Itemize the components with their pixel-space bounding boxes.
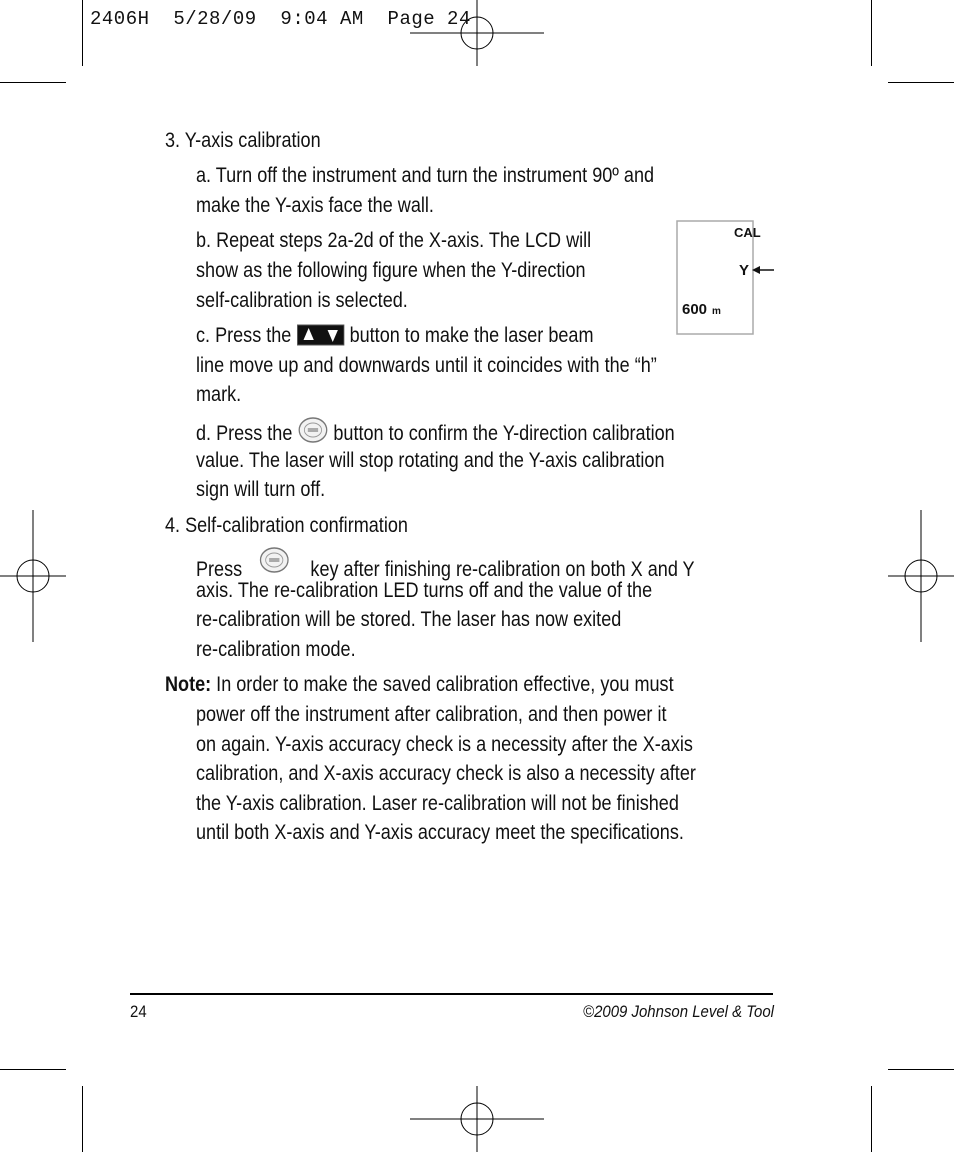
lcd-axis-label: Y: [739, 262, 750, 279]
section-3-heading: 3. Y-axis calibration: [165, 129, 321, 152]
note-line-6: until both X-axis and Y-axis accuracy meet the specifications.: [196, 821, 684, 844]
section-4-press: Press: [196, 558, 243, 581]
step-3d-text-pre: d. Press the: [196, 422, 293, 445]
registration-mark-right: [888, 510, 954, 642]
printer-slug: 2406H 5/28/09 9:04 AM Page 24: [90, 8, 471, 30]
note-line-4: calibration, and X-axis accuracy check is also a necessity after: [196, 762, 696, 785]
step-3c-text-post: button to make the laser beam: [344, 324, 594, 347]
step-3d-text-post: button to confirm the Y-direction calibration: [333, 422, 675, 445]
note-line-2: power off the instrument after calibration, and then power it: [196, 703, 667, 726]
section-4-line-1-post: key after finishing re-calibration on both X and Y: [310, 558, 695, 581]
note-line-3: on again. Y-axis accuracy check is a necessity after the X-axis: [196, 733, 693, 756]
step-3a-line-2: make the Y-axis face the wall.: [196, 194, 434, 217]
section-4-heading: 4. Self-calibration confirmation: [165, 514, 408, 537]
step-3d-line-1: [196, 416, 675, 449]
note-first-text: In order to make the saved calibration effective, you must: [211, 673, 674, 696]
note-label: Note:: [165, 673, 212, 696]
step-3a-line-1: a. Turn off the instrument and turn the instrument 90º and: [196, 164, 655, 187]
note-line-1: [165, 670, 674, 700]
step-3c-text-pre: c. Press the: [196, 324, 292, 347]
lcd-cal-label: CAL: [734, 225, 761, 240]
lcd-display-figure: [676, 220, 776, 336]
crop-mark: [82, 1086, 83, 1152]
step-3c-line-1: [196, 321, 594, 351]
set-button-icon: [259, 546, 290, 574]
crop-mark: [888, 1069, 954, 1070]
section-4-line-3: re-calibration will be stored. The laser has now exited: [196, 608, 622, 631]
note-line-5: the Y-axis calibration. Laser re-calibration will not be finished: [196, 792, 679, 815]
registration-mark-bottom: [410, 1086, 544, 1152]
step-3b-line-2: show as the following figure when the Y-direction: [196, 259, 586, 282]
step-3c-line-3: mark.: [196, 383, 242, 406]
crop-mark: [888, 82, 954, 83]
registration-mark-left: [0, 510, 66, 642]
section-4-line-2: axis. The re-calibration LED turns off and the value of the: [196, 579, 653, 602]
step-3b-line-3: self-calibration is selected.: [196, 289, 408, 312]
crop-mark: [871, 1086, 872, 1152]
lcd-unit: m: [712, 306, 721, 317]
crop-mark: [871, 0, 872, 66]
footer-rule: [130, 993, 773, 995]
crop-mark: [0, 82, 66, 83]
up-down-arrow-button-icon: [296, 324, 344, 346]
page-number: 24: [130, 1002, 147, 1021]
step-3b-line-1: b. Repeat steps 2a-2d of the X-axis. The LCD will: [196, 229, 592, 252]
lcd-value: 600: [682, 301, 708, 318]
crop-mark: [82, 0, 83, 66]
section-4-line-4: re-calibration mode.: [196, 638, 356, 661]
footer-copyright: ©2009 Johnson Level & Tool: [583, 1002, 774, 1021]
step-3c-line-2: line move up and downwards until it coincides with the “h”: [196, 354, 657, 377]
crop-mark: [0, 1069, 66, 1070]
step-3d-line-3: sign will turn off.: [196, 478, 326, 501]
set-button-icon: [297, 416, 328, 444]
step-3d-line-2: value. The laser will stop rotating and the Y-axis calibration: [196, 449, 665, 472]
